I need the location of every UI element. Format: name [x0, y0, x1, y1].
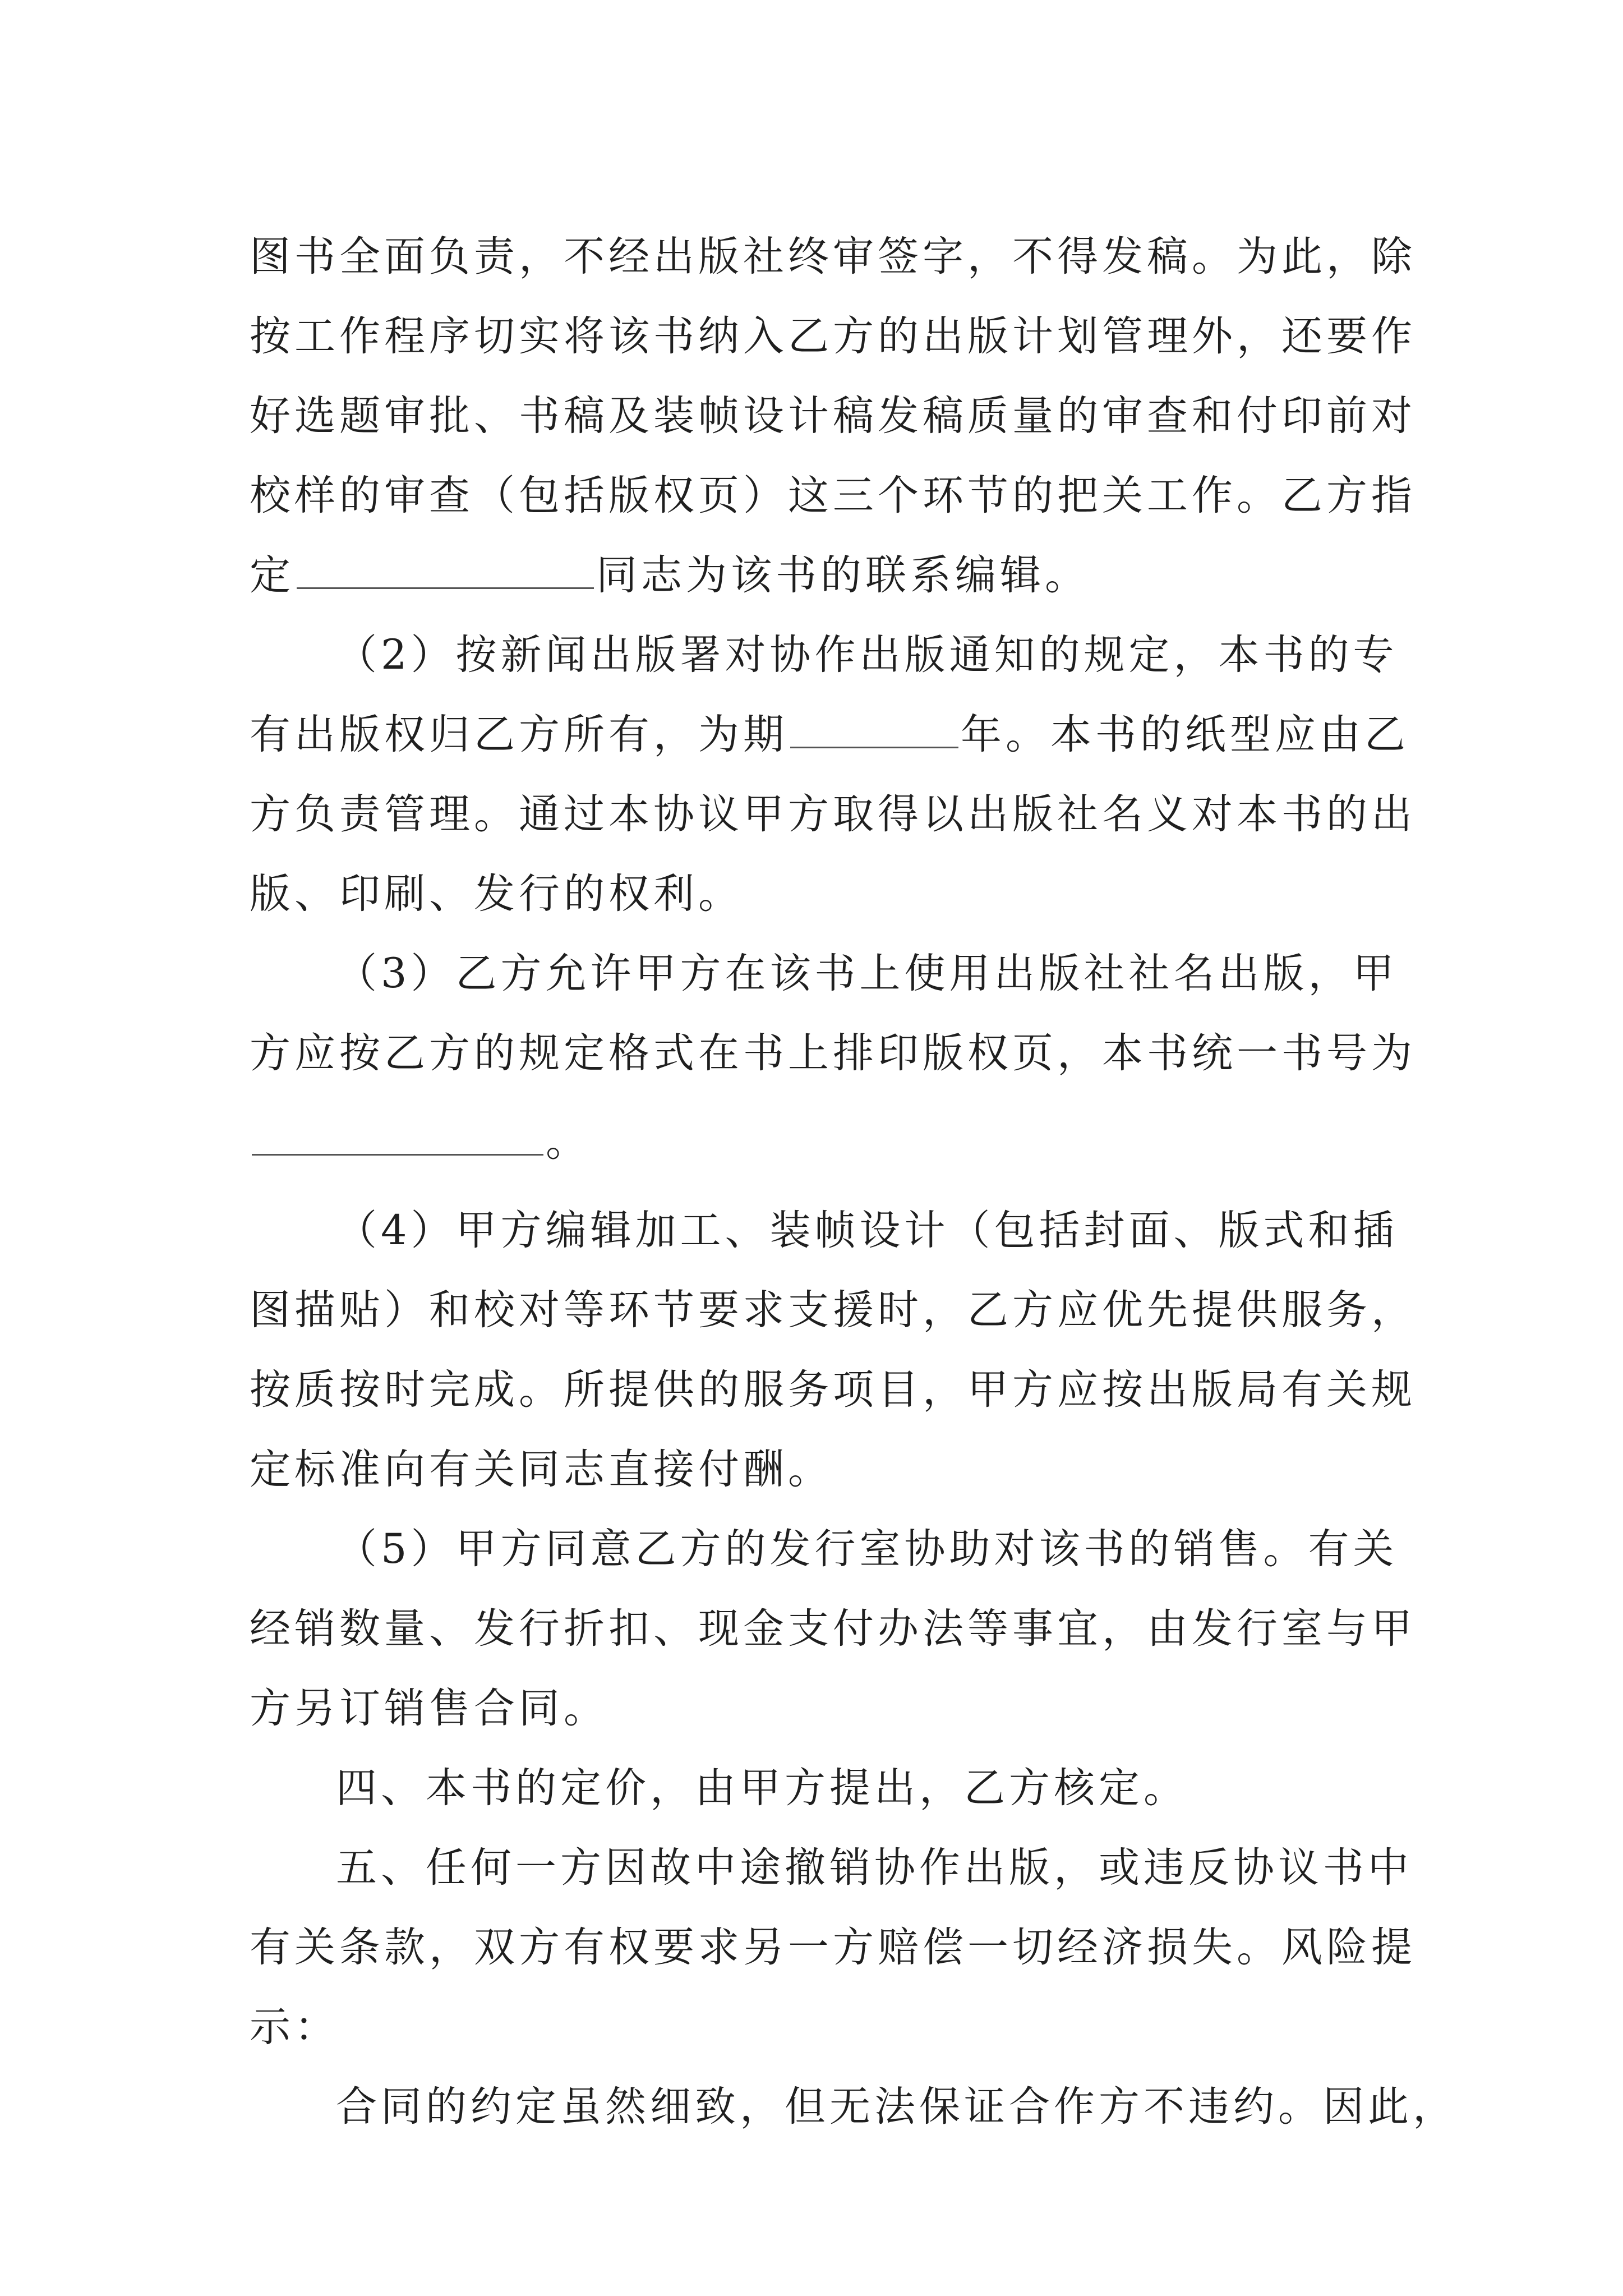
text-line: （3）乙方允许甲方在该书上使用出版社社名出版，甲 — [336, 950, 1398, 997]
paragraph-clause-2 — [250, 615, 1416, 934]
text-line: 定标准向有关同志直接付酬。 — [250, 1446, 833, 1493]
text-line: 好选题审批、书稿及装帧设计稿发稿质量的审查和付印前对 — [250, 392, 1416, 440]
text-segment: 定 — [250, 551, 294, 599]
paragraph-termination — [250, 1828, 1416, 2067]
text-line: 校样的审查（包括版权页）这三个环节的把关工作。乙方指 — [250, 472, 1416, 519]
text-line — [250, 695, 1409, 775]
text-line: 图描贴）和校对等环节要求支援时，乙方应优先提供服务， — [250, 1286, 1416, 1334]
text-line: （2）按新闻出版署对协作出版通知的规定，本书的专 — [336, 631, 1398, 679]
text-line: 四、本书的定价，由甲方提出，乙方核定。 — [336, 1764, 1188, 1812]
text-line — [250, 1102, 1382, 1182]
text-line: 按工作程序切实将该书纳入乙方的出版计划管理外，还要作 — [250, 312, 1416, 360]
text-line: （5）甲方同意乙方的发行室协助对该书的销售。有关 — [336, 1525, 1398, 1573]
text-line — [250, 536, 1382, 615]
paragraph-clause-4 — [250, 1191, 1416, 1510]
text-segment: 年。本书的纸型应由乙 — [961, 711, 1409, 758]
editor-name-blank — [297, 587, 594, 589]
text-line: 有关条款，双方有权要求另一方赔偿一切经济损失。风险提 — [250, 1924, 1416, 1971]
text-line: 方另订销售合同。 — [250, 1685, 608, 1732]
paragraph-clause-5 — [250, 1510, 1416, 1749]
paragraph-risk-note — [250, 2067, 1458, 2147]
text-line: 图书全面负责，不经出版社终审签字，不得发稿。为此，除 — [250, 233, 1416, 280]
text-line: （4）甲方编辑加工、装帧设计（包括封面、版式和插 — [336, 1207, 1398, 1254]
text-line: 合同的约定虽然细致，但无法保证合作方不违约。因此， — [336, 2083, 1458, 2131]
paragraph-editorial-responsibility — [250, 217, 1416, 615]
text-segment: 有出版权归乙方所有，为期 — [250, 711, 788, 758]
text-line: 示： — [250, 2003, 339, 2051]
book-number-blank — [252, 1153, 543, 1156]
text-line: 经销数量、发行折扣、现金支付办法等事宜，由发行室与甲 — [250, 1605, 1416, 1653]
document-body — [250, 217, 1458, 2147]
text-line: 五、任何一方因故中途撤销协作出版，或违反协议书中 — [336, 1844, 1413, 1892]
paragraph-clause-3 — [250, 934, 1416, 1191]
text-line: 方负责管理。通过本协议甲方取得以出版社名义对本书的出 — [250, 790, 1416, 838]
paragraph-pricing — [250, 1749, 1382, 1828]
term-years-blank — [790, 746, 958, 748]
text-line: 版、印刷、发行的权利。 — [250, 870, 743, 918]
text-line: 按质按时完成。所提供的服务项目，甲方应按出版局有关规 — [250, 1366, 1416, 1414]
text-line: 方应按乙方的规定格式在书上排印版权页，本书统一书号为 — [250, 1029, 1416, 1077]
text-segment: 同志为该书的联系编辑。 — [596, 551, 1090, 599]
text-segment: 。 — [546, 1118, 591, 1166]
